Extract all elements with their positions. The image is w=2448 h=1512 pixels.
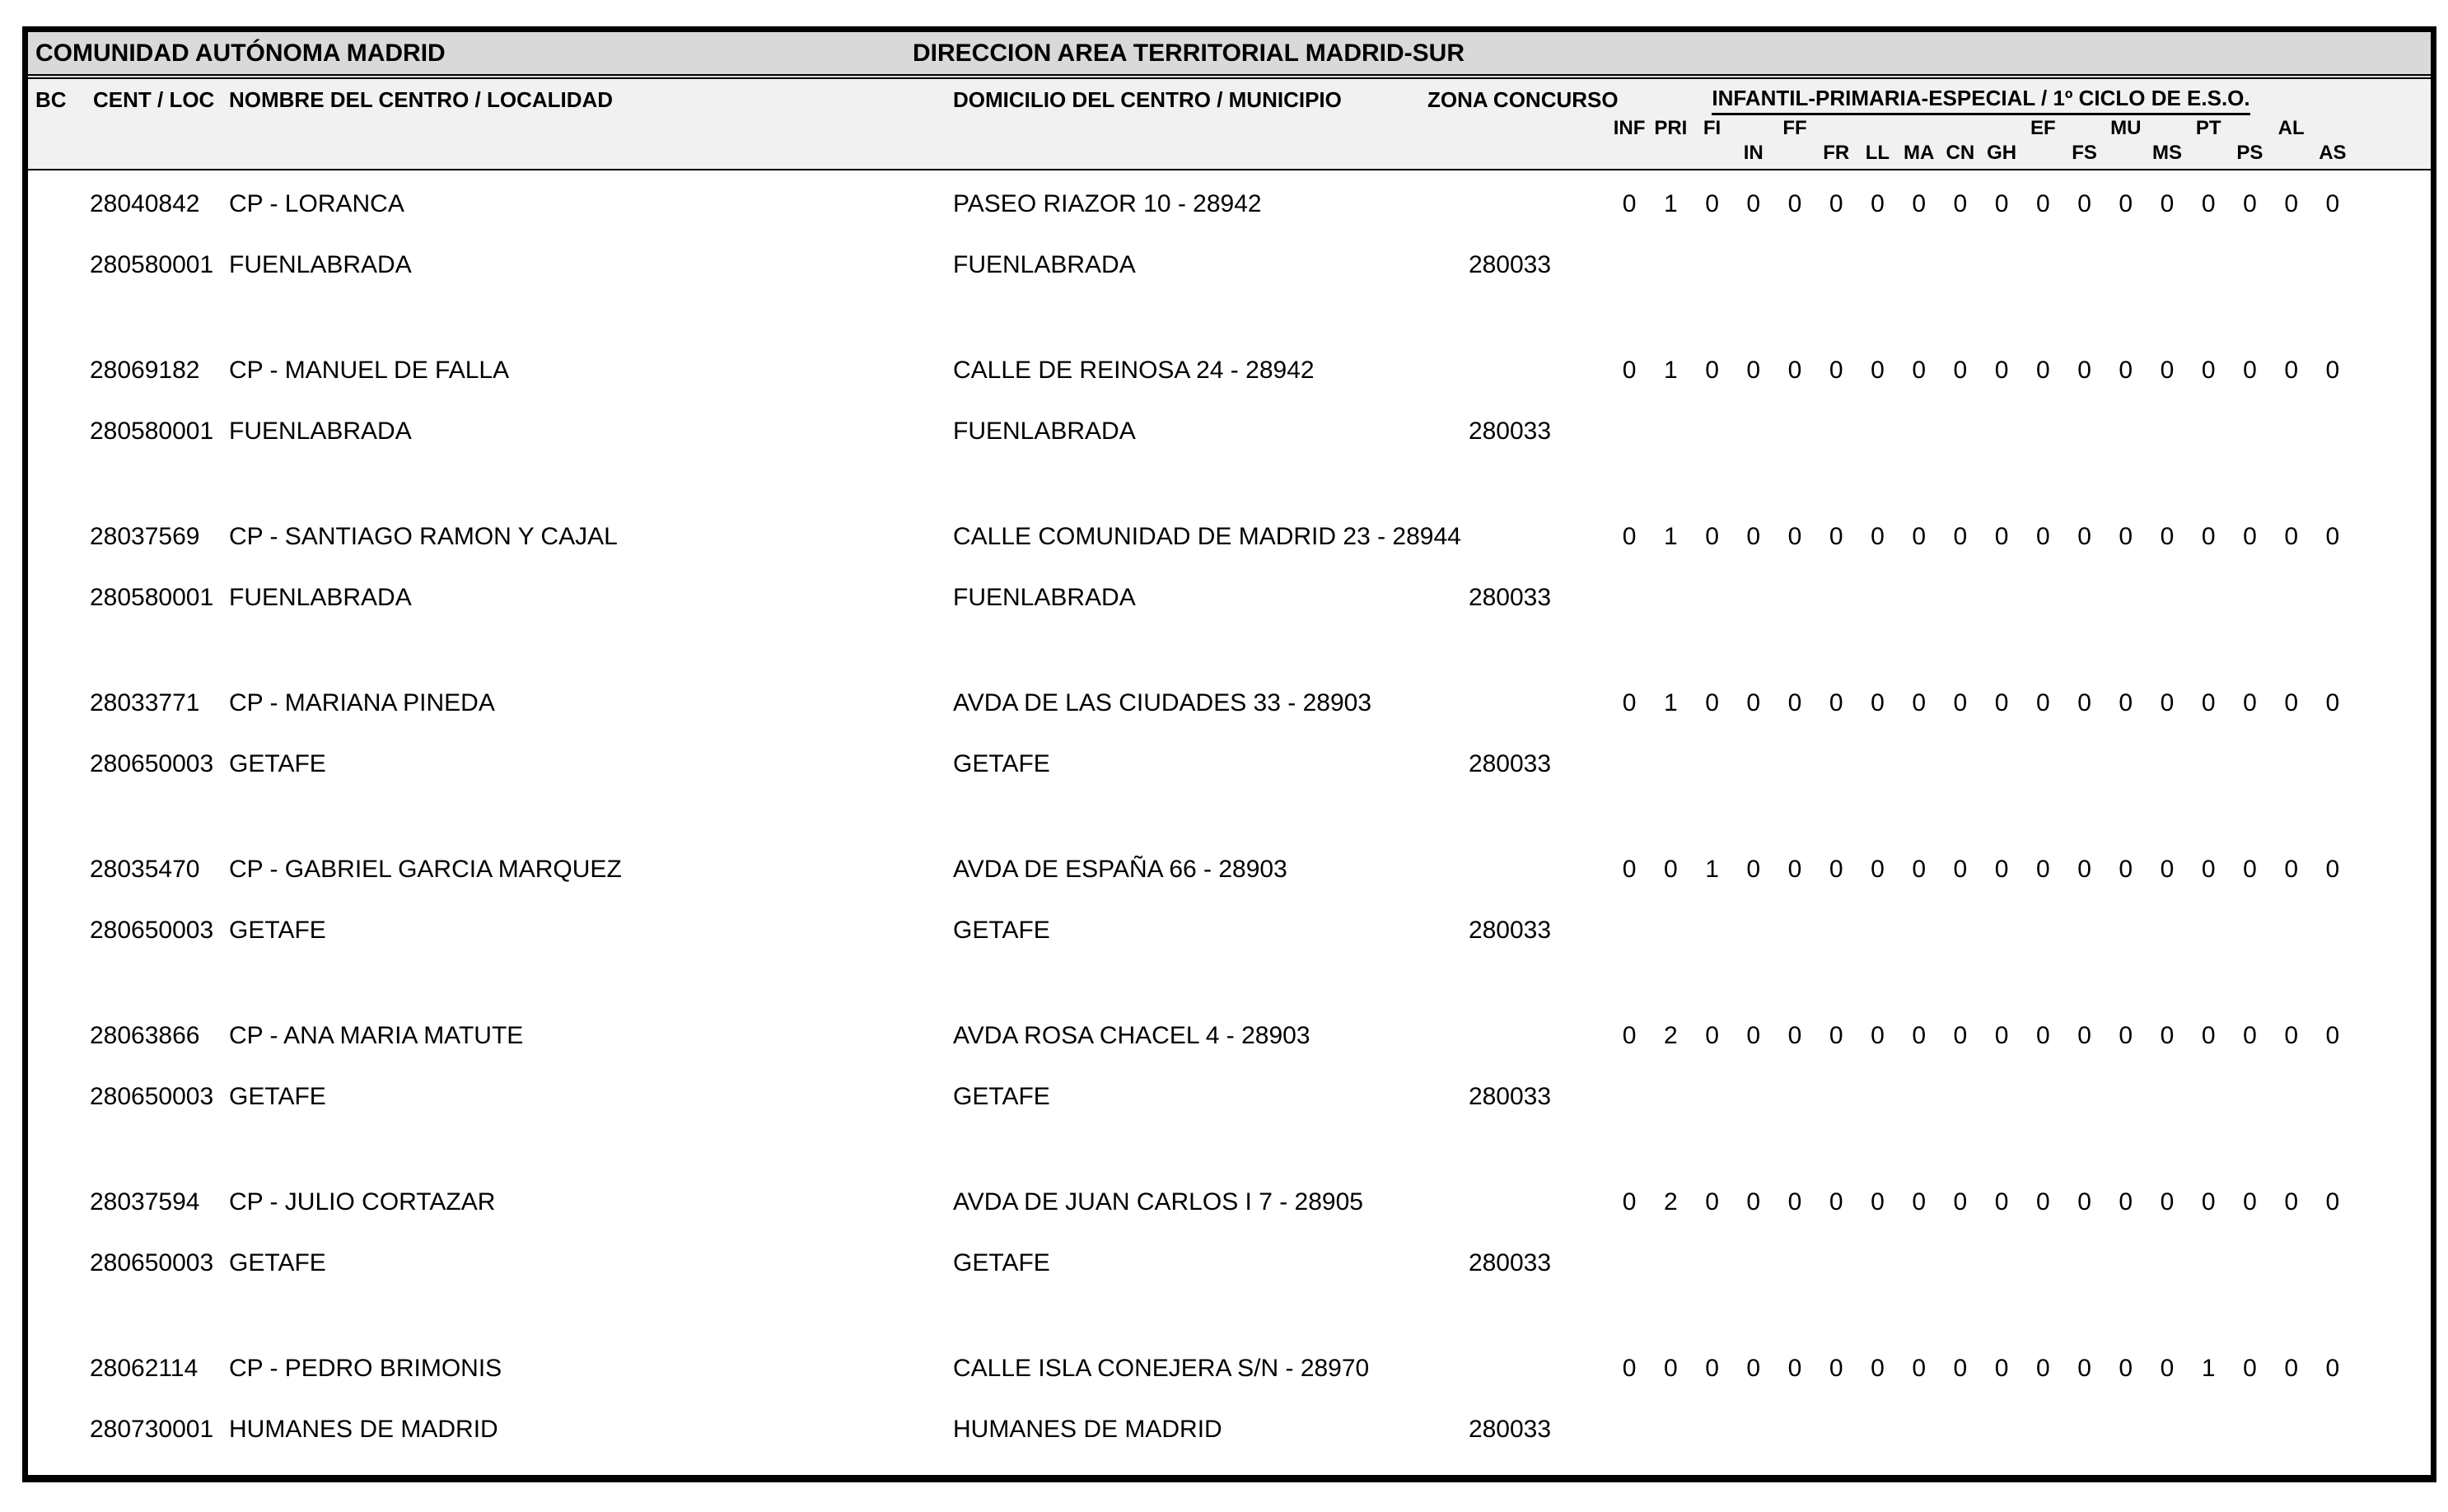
subject-count: 1 xyxy=(1663,523,1678,550)
subject-count: 0 xyxy=(1994,357,2009,384)
subject-count: 0 xyxy=(2077,357,2091,384)
subject-count: 2 xyxy=(1663,1188,1678,1216)
subject-count: 0 xyxy=(2243,523,2257,550)
subject-count: 0 xyxy=(1829,1355,1843,1382)
subject-count: 0 xyxy=(1829,1022,1843,1049)
center-name: CP - LORANCA xyxy=(229,190,404,217)
subcol-label-ma: MA xyxy=(1903,142,1935,164)
subject-count: 0 xyxy=(1871,856,1885,883)
zona-concurso-code: 280033 xyxy=(1468,917,1552,944)
subject-count: 0 xyxy=(2201,856,2216,883)
subject-count: 0 xyxy=(1705,1355,1719,1382)
subject-count: 0 xyxy=(1953,689,1968,716)
subject-count: 0 xyxy=(2243,689,2257,716)
subject-count: 0 xyxy=(1787,1188,1802,1216)
subject-count: 0 xyxy=(1953,1022,1968,1049)
municipality-name: GETAFE xyxy=(953,1249,1050,1276)
subject-count: 0 xyxy=(2077,190,2091,217)
subject-count: 0 xyxy=(1994,1022,2009,1049)
subject-count: 0 xyxy=(1746,190,1761,217)
municipality-name: GETAFE xyxy=(953,750,1050,777)
subject-count: 0 xyxy=(2035,357,2050,384)
subcol-label-al: AL xyxy=(2277,117,2305,139)
subject-count: 0 xyxy=(1746,523,1761,550)
locality-code: 280580001 xyxy=(90,251,214,278)
subject-count: 0 xyxy=(1912,1355,1926,1382)
subject-count: 1 xyxy=(1705,856,1719,883)
subject-count: 0 xyxy=(2077,523,2091,550)
subject-count: 0 xyxy=(2284,689,2298,716)
subject-count: 0 xyxy=(2243,190,2257,217)
subject-count: 0 xyxy=(1871,357,1885,384)
locality-name: GETAFE xyxy=(229,1249,326,1276)
subject-count: 0 xyxy=(1705,523,1719,550)
center-address: CALLE COMUNIDAD DE MADRID 23 - 28944 xyxy=(953,523,1461,550)
zona-concurso-code: 280033 xyxy=(1468,1416,1552,1443)
subject-count: 0 xyxy=(1622,357,1637,384)
center-name: CP - PEDRO BRIMONIS xyxy=(229,1355,502,1382)
subject-count: 0 xyxy=(1829,689,1843,716)
subcolumn-row-bottom xyxy=(1609,142,2353,165)
subject-count: 0 xyxy=(2160,523,2175,550)
title-bar xyxy=(28,32,2431,79)
subject-count: 0 xyxy=(2325,856,2340,883)
municipality-name: FUENLABRADA xyxy=(953,418,1136,445)
subject-count: 0 xyxy=(2035,1188,2050,1216)
subject-count: 0 xyxy=(2201,190,2216,217)
municipality-name: FUENLABRADA xyxy=(953,584,1136,611)
subject-count: 0 xyxy=(1705,190,1719,217)
center-code: 28063866 xyxy=(90,1022,200,1049)
subject-count: 0 xyxy=(1705,357,1719,384)
subject-count: 0 xyxy=(2119,689,2133,716)
group-header-wrap xyxy=(1609,86,2353,111)
subject-count: 1 xyxy=(1663,357,1678,384)
center-code: 28035470 xyxy=(90,856,200,883)
zona-concurso-code: 280033 xyxy=(1468,418,1552,445)
locality-name: GETAFE xyxy=(229,750,326,777)
subject-count: 0 xyxy=(2119,190,2133,217)
subject-count: 2 xyxy=(1663,1022,1678,1049)
vacancy-counts xyxy=(1609,857,2353,882)
subject-count: 0 xyxy=(1622,1355,1637,1382)
subject-count: 0 xyxy=(1705,1022,1719,1049)
subject-count: 0 xyxy=(1871,1022,1885,1049)
subject-count: 0 xyxy=(2077,1355,2091,1382)
subject-count: 0 xyxy=(1746,689,1761,716)
center-code: 28040842 xyxy=(90,190,200,217)
subject-count: 0 xyxy=(1663,856,1678,883)
center-name: CP - MARIANA PINEDA xyxy=(229,689,495,716)
subject-count: 0 xyxy=(1953,523,1968,550)
subject-count: 0 xyxy=(1871,1188,1885,1216)
subject-count: 0 xyxy=(2284,1022,2298,1049)
subject-count: 0 xyxy=(2119,856,2133,883)
locality-code: 280650003 xyxy=(90,750,214,777)
vacancy-counts xyxy=(1609,691,2353,716)
subject-count: 0 xyxy=(2243,856,2257,883)
subject-count: 0 xyxy=(1787,190,1802,217)
subject-count: 0 xyxy=(2160,1188,2175,1216)
center-code: 28037569 xyxy=(90,523,200,550)
subject-count: 0 xyxy=(2325,689,2340,716)
subject-count: 0 xyxy=(2284,357,2298,384)
subject-count: 0 xyxy=(2077,1022,2091,1049)
subject-count: 0 xyxy=(2325,1188,2340,1216)
subject-count: 0 xyxy=(2201,689,2216,716)
subject-count: 0 xyxy=(2035,190,2050,217)
locality-code: 280580001 xyxy=(90,418,214,445)
subcol-label-pt: PT xyxy=(2195,117,2221,139)
subject-count: 0 xyxy=(1829,856,1843,883)
subject-count: 0 xyxy=(1953,357,1968,384)
subcol-label-fi: FI xyxy=(1703,117,1722,139)
subject-count: 0 xyxy=(2325,1022,2340,1049)
subject-count: 0 xyxy=(1953,856,1968,883)
center-name: CP - ANA MARIA MATUTE xyxy=(229,1022,524,1049)
subject-count: 0 xyxy=(1953,1188,1968,1216)
subject-count: 0 xyxy=(1746,856,1761,883)
zona-concurso-code: 280033 xyxy=(1468,750,1552,777)
vacancy-counts xyxy=(1609,525,2353,549)
school-row xyxy=(28,836,2431,1002)
subcol-label-mu: MU xyxy=(2110,117,2142,139)
subcolumn-row-top xyxy=(1609,117,2353,140)
center-address: CALLE ISLA CONEJERA S/N - 28970 xyxy=(953,1355,1370,1382)
vacancy-counts xyxy=(1609,1190,2353,1215)
locality-name: FUENLABRADA xyxy=(229,418,412,445)
subject-count: 0 xyxy=(1912,357,1926,384)
center-address: AVDA DE LAS CIUDADES 33 - 28903 xyxy=(953,689,1372,716)
school-row xyxy=(28,1002,2431,1169)
municipality-name: GETAFE xyxy=(953,1083,1050,1110)
subcol-label-cn: CN xyxy=(1946,142,1975,164)
center-address: AVDA DE JUAN CARLOS I 7 - 28905 xyxy=(953,1188,1363,1216)
subcol-label-ff: FF xyxy=(1782,117,1807,139)
subject-count: 0 xyxy=(1912,190,1926,217)
subject-count: 0 xyxy=(1705,1188,1719,1216)
subject-count: 0 xyxy=(1912,856,1926,883)
subject-count: 0 xyxy=(2035,1022,2050,1049)
vacancy-counts xyxy=(1609,1024,2353,1048)
subcol-label-fs: FS xyxy=(2072,142,2097,164)
subject-count: 0 xyxy=(2035,1355,2050,1382)
subcol-label-ef: EF xyxy=(2030,117,2056,139)
subject-count: 0 xyxy=(2119,357,2133,384)
subject-count: 0 xyxy=(1787,689,1802,716)
subject-count: 0 xyxy=(1746,1355,1761,1382)
center-name: CP - MANUEL DE FALLA xyxy=(229,357,510,384)
center-code: 28033771 xyxy=(90,689,200,716)
center-address: AVDA ROSA CHACEL 4 - 28903 xyxy=(953,1022,1310,1049)
subject-count: 0 xyxy=(1871,689,1885,716)
center-code: 28037594 xyxy=(90,1188,200,1216)
subject-count: 0 xyxy=(2201,523,2216,550)
subcol-label-in: IN xyxy=(1743,142,1764,164)
subject-count: 0 xyxy=(1746,1188,1761,1216)
subject-count: 0 xyxy=(1994,190,2009,217)
subject-count: 0 xyxy=(2119,1022,2133,1049)
subject-count: 0 xyxy=(1622,856,1637,883)
subcol-label-ms: MS xyxy=(2151,142,2182,164)
subject-count: 0 xyxy=(1871,523,1885,550)
subject-count: 0 xyxy=(2160,856,2175,883)
center-name: CP - SANTIAGO RAMON Y CAJAL xyxy=(229,523,618,550)
subject-count: 0 xyxy=(2077,856,2091,883)
subject-count: 0 xyxy=(2119,1188,2133,1216)
subject-count: 0 xyxy=(1829,1188,1843,1216)
subject-count: 1 xyxy=(2201,1355,2216,1382)
subject-count: 0 xyxy=(2035,689,2050,716)
subject-count: 0 xyxy=(2284,1355,2298,1382)
subject-count: 0 xyxy=(1787,856,1802,883)
subject-count: 0 xyxy=(2325,1355,2340,1382)
subject-count: 0 xyxy=(1994,689,2009,716)
locality-code: 280650003 xyxy=(90,917,214,944)
school-row xyxy=(28,1169,2431,1335)
subject-count: 0 xyxy=(2035,523,2050,550)
column-header-band xyxy=(28,79,2431,170)
zona-concurso-code: 280033 xyxy=(1468,1083,1552,1110)
municipality-name: GETAFE xyxy=(953,917,1050,944)
subject-count: 0 xyxy=(2119,1355,2133,1382)
school-row xyxy=(28,670,2431,836)
subject-count: 0 xyxy=(2284,523,2298,550)
subject-count: 0 xyxy=(2160,1355,2175,1382)
col-header-nombre: NOMBRE DEL CENTRO / LOCALIDAD xyxy=(229,87,614,112)
subject-count: 0 xyxy=(1746,1022,1761,1049)
vacancy-counts xyxy=(1609,1356,2353,1381)
subject-count: 0 xyxy=(2284,1188,2298,1216)
subject-count: 0 xyxy=(2325,357,2340,384)
subcol-label-fr: FR xyxy=(1823,142,1850,164)
subject-count: 0 xyxy=(1912,689,1926,716)
subject-count: 0 xyxy=(2201,1022,2216,1049)
zona-concurso-code: 280033 xyxy=(1468,584,1552,611)
center-name: CP - JULIO CORTAZAR xyxy=(229,1188,496,1216)
center-code: 28062114 xyxy=(90,1355,199,1382)
subject-count: 0 xyxy=(1871,190,1885,217)
locality-name: HUMANES DE MADRID xyxy=(229,1416,498,1443)
subject-count: 0 xyxy=(2160,357,2175,384)
subject-count: 0 xyxy=(1829,523,1843,550)
locality-code: 280650003 xyxy=(90,1249,214,1276)
zona-concurso-code: 280033 xyxy=(1468,1249,1552,1276)
subject-count: 0 xyxy=(2160,190,2175,217)
subject-count: 1 xyxy=(1663,190,1678,217)
locality-code: 280580001 xyxy=(90,584,214,611)
school-row xyxy=(28,337,2431,503)
col-group-infantil-primaria: INFANTIL-PRIMARIA-ESPECIAL / 1º CICLO DE E.S.O. xyxy=(1712,86,2249,115)
subject-count: 0 xyxy=(1622,689,1637,716)
subject-count: 0 xyxy=(1994,1188,2009,1216)
school-vacancy-table xyxy=(22,26,2436,1482)
school-row xyxy=(28,503,2431,670)
subject-count: 0 xyxy=(1994,523,2009,550)
subject-count: 0 xyxy=(2243,1022,2257,1049)
subject-count: 0 xyxy=(1705,689,1719,716)
subject-count: 0 xyxy=(2201,1188,2216,1216)
col-header-domicilio: DOMICILIO DEL CENTRO / MUNICIPIO xyxy=(953,87,1342,112)
vacancy-counts xyxy=(1609,192,2353,217)
center-code: 28069182 xyxy=(90,357,200,384)
table-body xyxy=(28,170,2431,1475)
subject-count: 0 xyxy=(2284,190,2298,217)
subject-count: 0 xyxy=(1953,190,1968,217)
subcol-label-inf: INF xyxy=(1613,117,1646,139)
col-header-zona-concurso: ZONA CONCURSO xyxy=(1427,87,1619,112)
subject-count: 0 xyxy=(2119,523,2133,550)
vacancy-counts xyxy=(1609,358,2353,383)
subject-count: 0 xyxy=(2201,357,2216,384)
locality-name: FUENLABRADA xyxy=(229,251,412,278)
subject-count: 0 xyxy=(1829,357,1843,384)
title-comunidad: COMUNIDAD AUTÓNOMA MADRID xyxy=(35,40,446,67)
subject-count: 0 xyxy=(2077,1188,2091,1216)
locality-name: GETAFE xyxy=(229,917,326,944)
subject-count: 0 xyxy=(1622,1188,1637,1216)
subject-count: 0 xyxy=(2325,523,2340,550)
subject-count: 0 xyxy=(1871,1355,1885,1382)
subcol-label-ll: LL xyxy=(1865,142,1890,164)
locality-code: 280730001 xyxy=(90,1416,214,1443)
subject-count: 0 xyxy=(2284,856,2298,883)
subject-count: 1 xyxy=(1663,689,1678,716)
municipality-name: FUENLABRADA xyxy=(953,251,1136,278)
subject-count: 0 xyxy=(1994,856,2009,883)
subject-count: 0 xyxy=(1787,1355,1802,1382)
subject-count: 0 xyxy=(1622,523,1637,550)
subject-count: 0 xyxy=(2243,357,2257,384)
locality-code: 280650003 xyxy=(90,1083,214,1110)
col-header-cent-loc: CENT / LOC xyxy=(93,87,215,112)
subject-count: 0 xyxy=(1622,1022,1637,1049)
center-address: AVDA DE ESPAÑA 66 - 28903 xyxy=(953,856,1287,883)
center-address: CALLE DE REINOSA 24 - 28942 xyxy=(953,357,1315,384)
center-address: PASEO RIAZOR 10 - 28942 xyxy=(953,190,1262,217)
subject-count: 0 xyxy=(1994,1355,2009,1382)
municipality-name: HUMANES DE MADRID xyxy=(953,1416,1222,1443)
subject-count: 0 xyxy=(2160,1022,2175,1049)
subject-count: 0 xyxy=(1622,190,1637,217)
subject-count: 0 xyxy=(2077,689,2091,716)
subject-count: 0 xyxy=(2035,856,2050,883)
locality-name: FUENLABRADA xyxy=(229,584,412,611)
subject-count: 0 xyxy=(1912,1022,1926,1049)
center-name: CP - GABRIEL GARCIA MARQUEZ xyxy=(229,856,622,883)
zona-concurso-code: 280033 xyxy=(1468,251,1552,278)
school-row xyxy=(28,1335,2431,1501)
subject-count: 0 xyxy=(2243,1355,2257,1382)
subject-count: 0 xyxy=(1663,1355,1678,1382)
col-header-bc: BC xyxy=(35,87,67,112)
school-row xyxy=(28,170,2431,337)
subcol-label-ps: PS xyxy=(2236,142,2263,164)
subject-count: 0 xyxy=(2160,689,2175,716)
subject-count: 0 xyxy=(1912,1188,1926,1216)
subject-count: 0 xyxy=(1746,357,1761,384)
subject-count: 0 xyxy=(2243,1188,2257,1216)
locality-name: GETAFE xyxy=(229,1083,326,1110)
subcol-label-gh: GH xyxy=(1987,142,2017,164)
subject-count: 0 xyxy=(1787,357,1802,384)
subcol-label-pri: PRI xyxy=(1654,117,1688,139)
subject-count: 0 xyxy=(2325,190,2340,217)
subject-count: 0 xyxy=(1912,523,1926,550)
subject-count: 0 xyxy=(1787,1022,1802,1049)
subject-count: 0 xyxy=(1829,190,1843,217)
title-direccion-area: DIRECCION AREA TERRITORIAL MADRID-SUR xyxy=(913,40,1465,67)
subcol-label-as: AS xyxy=(2319,142,2347,164)
subject-count: 0 xyxy=(1787,523,1802,550)
subject-count: 0 xyxy=(1953,1355,1968,1382)
